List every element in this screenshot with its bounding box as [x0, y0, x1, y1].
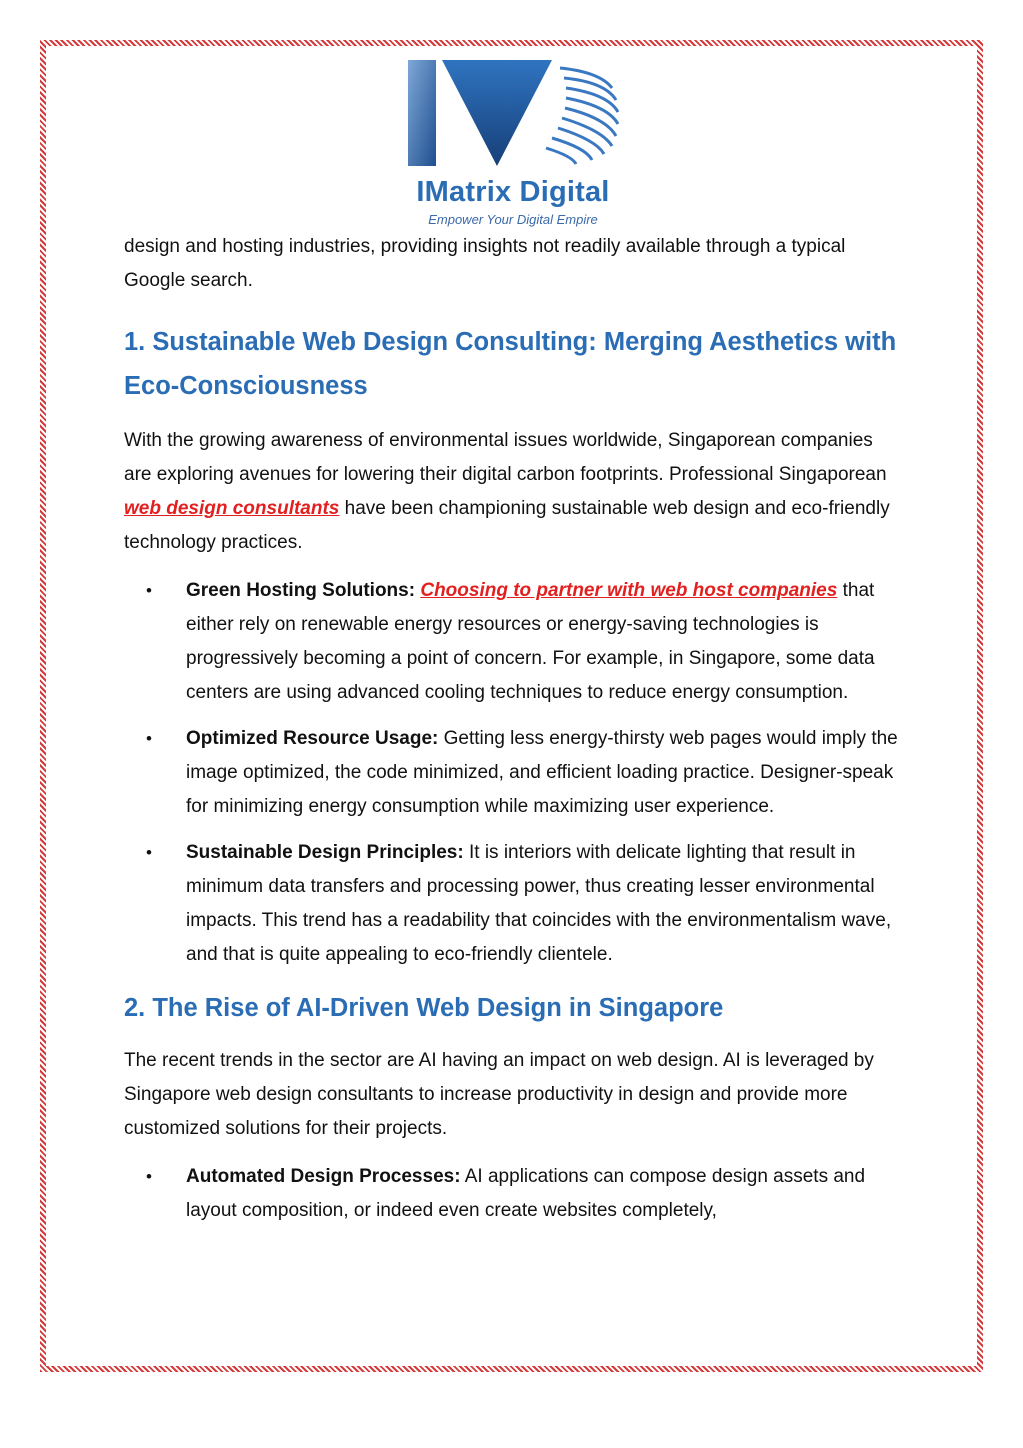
section1-text-before: With the growing awareness of environmental issues worldwide, Singaporean companies are exploring avenues for lowering their digital carbon footprints. Professional Singaporean — [124, 430, 887, 485]
logo-title: IMatrix Digital — [416, 176, 610, 208]
intro-paragraph: design and hosting industries, providing insights not readily available through a typical Google search. — [124, 236, 846, 291]
section1-heading: 1. Sustainable Web Design Consulting: Merging Aesthetics with Eco-Consciousness — [124, 328, 897, 400]
list-item — [124, 836, 904, 972]
web-design-consultants-link[interactable]: web design consultants — [124, 498, 340, 519]
bullet-icon: • — [146, 729, 152, 748]
bullet-title: Optimized Resource Usage: — [186, 728, 439, 749]
logo-tagline: Empower Your Digital Empire — [428, 212, 598, 227]
section1-text-after: have been championing sustainable web design and eco-friendly technology practices. — [124, 498, 890, 553]
bullet-text: It is interiors with delicate lighting that result in minimum data transfers and processing power, thus creating lesser environmental impacts. This trend has a readability that coincides with the environmentalism wave, and that is quite appealing to eco-friendly clientele. — [186, 842, 892, 965]
section1-paragraph — [124, 424, 904, 560]
list-item — [124, 1160, 904, 1228]
bullet-icon: • — [146, 581, 152, 600]
section2-heading: 2. The Rise of AI-Driven Web Design in Singapore — [124, 994, 724, 1022]
bullet-text: that either rely on renewable energy resources or energy-saving technologies is progressively becoming a point of concern. For example, in Singapore, some data centers are using advanced cooling techniques to reduce energy consumption. — [186, 580, 875, 703]
bullet-text: Getting less energy-thirsty web pages would imply the image optimized, the code minimized, and efficient loading practice. Designer-speak for minimizing energy consumption while maximizing user experience. — [186, 728, 898, 817]
bullet-icon: • — [146, 843, 152, 862]
document-content — [124, 230, 904, 1228]
web-host-companies-link[interactable]: Choosing to partner with web host companies — [420, 580, 838, 601]
section1-bullet-list — [124, 574, 904, 972]
section2-bullet-list — [124, 1160, 904, 1228]
bullet-title: Automated Design Processes: — [186, 1166, 461, 1187]
bullet-title: Sustainable Design Principles: — [186, 842, 464, 863]
bullet-title: Green Hosting Solutions: — [186, 580, 416, 601]
bullet-text: AI applications can compose design assets and layout composition, or indeed even create websites completely, — [186, 1166, 866, 1221]
section2-paragraph: The recent trends in the sector are AI having an impact on web design. AI is leveraged by Singapore web design consultants to increase productivity in design and provide more customized solutions for their projects. — [124, 1050, 874, 1139]
list-item — [124, 722, 904, 824]
list-item — [124, 574, 904, 710]
bullet-icon: • — [146, 1167, 152, 1186]
